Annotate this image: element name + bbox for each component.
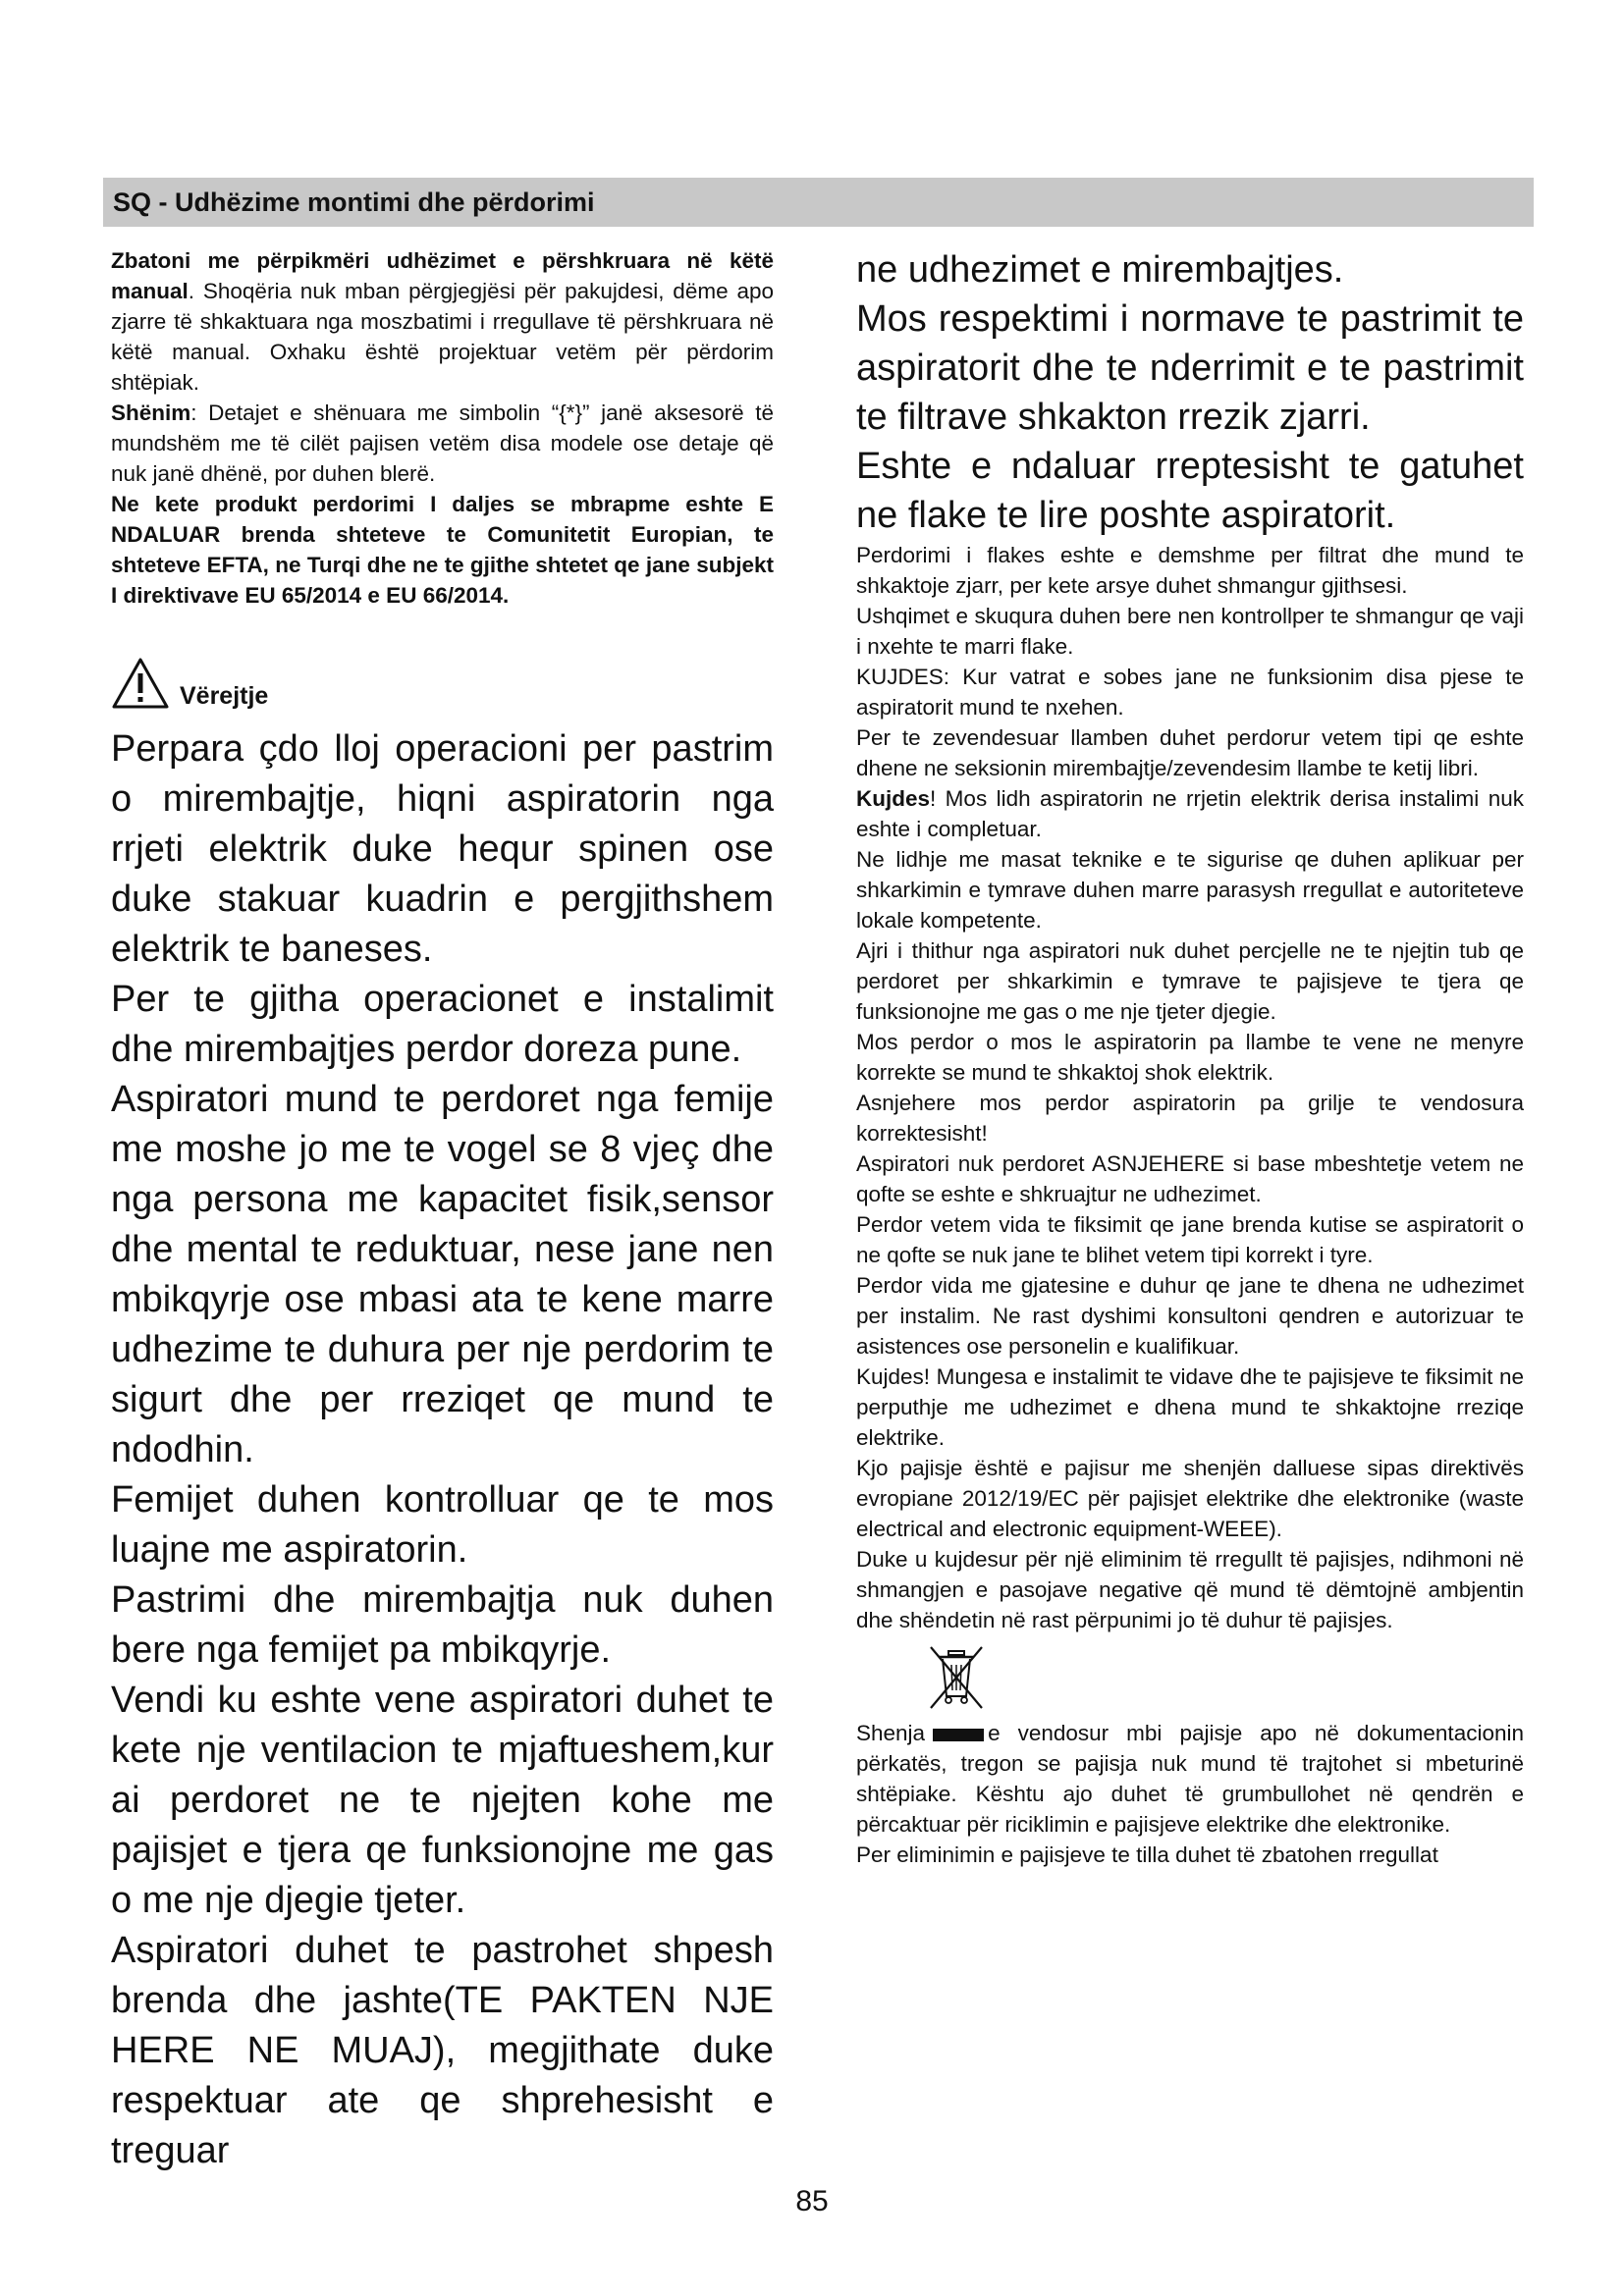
warning-paragraph-3: Aspiratori mund te perdoret nga femije me moshe jo me te vogel se 8 vjeç dhe nga persona me kapacitet fisik,sensor dhe mental te reduktuar, nese jane nen mbikqyrje ose mbasi ata te kene marre udhezime te duhura per nje perdorim te sigurt dhe per rreziqet qe mund te ndodhin. xyxy=(111,1079,774,1470)
fixing-caution-paragraph: Kujdes! Mungesa e instalimit te vidave dhe te pajisjeve te fiksimit ne perputhje me udhezimet e dhena mund te shkaktojne rreziqe elektrike. xyxy=(856,1364,1524,1450)
disposal-paragraph: Duke u kujdesur për një eliminim të rregullt të pajisjes, ndihmoni në shmangjen e pasojave negative që mund të dëmtojnë ambjentin dhe shëndetin në rast përpunimi jo të duhur të pajisjes. xyxy=(856,1547,1524,1632)
note-paragraph xyxy=(111,398,774,489)
warning-paragraph-4: Femijet duhen kontrolluar qe te mos luajne me aspiratorin. xyxy=(111,1479,774,1571)
warning-paragraph-5: Pastrimi dhe mirembajtja nuk duhen bere nga femijet pa mbikqyrje. xyxy=(111,1579,774,1671)
intro-text: . Shoqëria nuk mban përgjegjësi për pakujdesi, dëme apo zjarre të shkaktuara nga moszbatimi i rregullave të përshkruara në këtë manual. Oxhaku është projektuar vetëm për përdorim shtëpiak. xyxy=(111,279,774,395)
cleaning-paragraph-3: Eshte e ndaluar rreptesisht te gatuhet ne flake te lire poshte aspiratorit. xyxy=(856,446,1524,536)
intro-bold: Zbatoni me përpikmëri udhëzimet e përshkruara në këtë manual xyxy=(111,248,774,303)
grille-paragraph: Asnjehere mos perdor aspiratorin pa grilje te vendosura korrektesisht! xyxy=(856,1091,1524,1146)
hot-parts-paragraph: KUJDES: Kur vatrat e sobes jane ne funksionim disa pjese te aspiratorit mund te nxehen. xyxy=(856,665,1524,720)
warning-heading xyxy=(111,650,774,711)
warning-paragraph-2: Per te gjitha operacionet e instalimit dhe mirembajtjes perdor doreza pune. xyxy=(111,979,774,1070)
screws-paragraph: Perdor vetem vida te fiksimit qe jane brenda kutise se aspiratorit o ne qofte se nuk jane te blihet vetem tipi korrekt i tyre. xyxy=(856,1212,1524,1267)
left-column xyxy=(111,245,774,2176)
lamp-paragraph: Per te zevendesuar llamben duhet perdorur vetem tipi qe eshte dhene ne seksionin mirembajtje/zevendesim llambe te ketij libri. xyxy=(856,725,1524,780)
note-text: : Detajet e shënuara me simbolin “{*}” janë aksesorë të mundshëm me të cilët pajisen vetëm disa modele ose detaje që nuk janë dhënë, por duhen blerë. xyxy=(111,400,774,486)
cleaning-paragraph-2: Mos respektimi i normave te pastrimit te aspiratorit dhe te nderrimit e te pastrimit te filtrave shkakton rrezik zjarri. xyxy=(856,298,1524,438)
cleaning-paragraph-1: ne udhezimet e mirembajtjes. xyxy=(856,249,1344,291)
flame-paragraph: Perdorimi i flakes eshte e demshme per filtrat dhe mund te shkaktoje zjarr, per kete arsye duhet shmangur gjithsesi. xyxy=(856,543,1524,598)
warning-paragraph-7: Aspiratori duhet te pastrohet shpesh brenda dhe jashte(TE PAKTEN NJE HERE NE MUAJ), megjithate duke respektuar ate qe shprehesisht e treguar xyxy=(111,1930,774,2171)
screw-length-paragraph: Perdor vida me gjatesine e duhur qe jane te dhena ne udhezimet per instalim. Ne rast dyshimi konsultoni qendren e autorizuar te asistences ose personelin e kualifikuar. xyxy=(856,1273,1524,1359)
support-paragraph: Aspiratori nuk perdoret ASNJEHERE si base mbeshtetje vetem ne qofte se eshte e shkruajtur ne udhezimet. xyxy=(856,1151,1524,1206)
weee-symbol-area xyxy=(856,1635,1524,1718)
symbol-text-after: e vendosur mbi pajisje apo në dokumentacionin përkatës, tregon se pajisja nuk mund të trajtohet si mbeturinë shtëpiake. Kështu ajo duhet të grumbullohet në qendrën e përcaktuar për riciklimin e pajisjeve elektrike dhe elektronike. xyxy=(856,1721,1524,1837)
connection-paragraph xyxy=(856,783,1524,844)
black-bar-icon xyxy=(933,1729,984,1741)
ducting-paragraph: Ajri i thithur nga aspiratori nuk duhet percjelle ne te njejtin tub qe perdoret per shkarkimin e tymrave te pajisjeve te tjera qe funksionojne me gas o me nje tjeter djegie. xyxy=(856,938,1524,1024)
section-header: SQ - Udhëzime montimi dhe përdorimi xyxy=(103,178,1534,227)
rules-paragraph: Per eliminimin e pajisjeve te tilla duhet të zbatohen rregullat xyxy=(856,1842,1438,1867)
weee-directive-paragraph: Kjo pajisje është e pajisur me shenjën dalluese sipas direktivës evropiane 2012/19/EC për pajisjet elektrike dhe elektronike (waste electrical and electronic equipment-WEEE). xyxy=(856,1456,1524,1541)
note-label: Shënim xyxy=(111,400,191,425)
intro-paragraph xyxy=(111,245,774,398)
caution-label: Kujdes xyxy=(856,786,931,811)
crossed-out-wheelie-bin-icon xyxy=(925,1641,988,1716)
warning-paragraph-6: Vendi ku eshte vene aspiratori duhet te kete nje ventilacion te mjaftueshem,kur ai perdoret ne te njejten kohe me pajisjet e tjera qe funksionojne me gas o me nje djegie tjeter. xyxy=(111,1680,774,1921)
prohibition-paragraph: Ne kete produkt perdorimi I daljes se mbrapme eshte E NDALUAR brenda shteteve te Comunitetit Europian, te shteteve EFTA, ne Turqi dhe ne te gjithe shtetet qe jane subjekt I direktivave EU 65/2014 e EU 66/2014. xyxy=(111,492,774,608)
connection-text: ! Mos lidh aspiratorin ne rrjetin elektrik derisa instalimi nuk eshte i completuar. xyxy=(856,786,1524,841)
warning-label: Vërejtje xyxy=(180,682,269,710)
regulations-paragraph: Ne lidhje me masat teknike e te sigurise qe duhen aplikuar per shkarkimin e tymrave duhen marre parasysh rregullat e autoriteteve lokale kompetente. xyxy=(856,847,1524,933)
symbol-text-before: Shenja xyxy=(856,1721,926,1745)
symbol-paragraph xyxy=(856,1718,1524,1840)
warning-paragraph-1: Perpara çdo lloj operacioni per pastrim o mirembajtje, hiqni aspiratorin nga rrjeti elektrik duke hequr spinen ose duke stakuar kuadrin e pergjithshem elektrik te baneses. xyxy=(111,728,774,970)
right-column xyxy=(856,245,1524,1870)
warning-triangle-icon xyxy=(111,656,170,711)
electric-shock-paragraph: Mos perdor o mos le aspiratorin pa llambe te vene ne menyre korrekte se mund te shkaktoj shok elektrik. xyxy=(856,1030,1524,1085)
frying-paragraph: Ushqimet e skuqura duhen bere nen kontrollper te shmangur qe vaji i nxehte te marri flake. xyxy=(856,604,1524,659)
page-number: 85 xyxy=(795,2185,829,2217)
